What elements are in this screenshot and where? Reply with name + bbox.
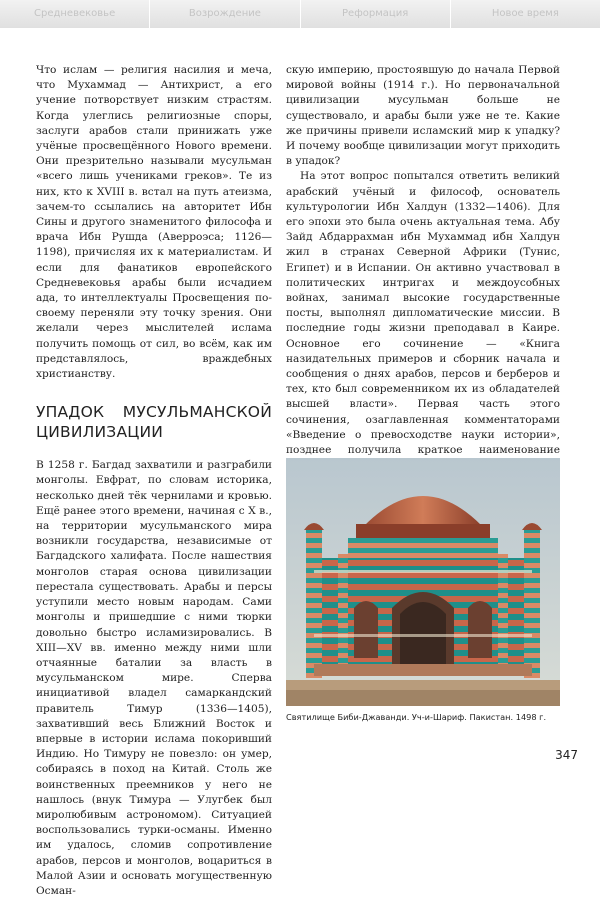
shrine-photo: [286, 458, 560, 706]
photo-caption: Святилище Биби-Джаванди. Уч-и-Шариф. Пакистан. 1498 г.: [286, 712, 547, 722]
tab-modern-era[interactable]: Новое время: [451, 0, 600, 28]
right-paragraph-continued: скую империю, простоявшую до начала Первой мировой войны (1914 г.). Но первоначальной цивилизации мусульман больше не существовало, и арабы были уже не те. Какие же причины привели исламский мир к упадку? И почему вообще цивилизации могут приходить в упадок?: [286, 64, 560, 168]
right-column: [286, 63, 560, 489]
page-number: 347: [555, 748, 578, 762]
section-paragraph: В 1258 г. Багдад захватили и разграбили монголы. Евфрат, по словам историка, несколько дней тёк чернилами и кровью. Ещё ранее этого времени, начиная с X в., на территории мусульманского мира возникли государства, независимые от Багдадского халифата. После нашествия монголов старая основа цивилизации перестала существовать. Арабы и персы уступили место новым народам. Сами монголы и пришедшие с ними тюрки довольно быстро исламизировались. В XIII—XV вв. именно между ними шли отчаянные баталии за власть в мусульманском мире. Сперва инициативой владел самаркандский правитель Тимур (1336—1405), захвативший весь Ближний Восток и впервые в истории ислама покоривший Индию. Но Тимуру не повезло: он умер, собираясь в поход на Китай. Столь же воинственных преемников у него не нашлось (внук Тимура — Улугбек был миролюбивым астрономом). Ситуацией воспользовались турки-османы. Именно им удалось, сломив сопротивление арабов, персов и монголов, воцариться в Малой Азии и основать могущественную Осман-: [36, 459, 272, 897]
tab-reformation[interactable]: Реформация: [301, 0, 451, 28]
section-tabs: [0, 0, 600, 28]
right-paragraph-ibn-khaldun: На этот вопрос попытался ответить великий арабский учёный и философ, основатель культурологии Ибн Халдун (1332—1406). Для его эпохи это была очень актуальная тема. Абу Зайд Абдаррахман ибн Мухаммад ибн Халдун жил в странах Северной Африки (Тунис, Египет) и в Испании. Он активно участвовал в политических интригах и междоусобных войнах, занимал высокие государственные посты, выполнял дипломатические миссии. В последние годы жизни преподавал в Каире. Основное его сочинение — «Книга назидательных примеров и сборник начала и сообщения о днях арабов, персов и берберов и тех, кто был современником их из обладателей высшей власти». Первая часть этого сочинения, озаглавленная комментаторами «Введение о превосходстве науки истории», позднее получила краткое наименование: [286, 170, 560, 457]
tab-renaissance[interactable]: Возрождение: [150, 0, 300, 28]
intro-paragraph: Что ислам — религия насилия и меча, что Мухаммад — Антихрист, а его учение потворствует низким страстям. Когда улеглись религиозные споры, заслуги арабов стали принижать уже учёные просвещённого Нового времени. Они презрительно называли мусульман «всего лишь учениками греков». Те из них, кто к XVIII в. встал на путь атеизма, зачем-то ссылались на авторитет Ибн Сины и другого знаменитого философа и врача Ибн Рушда (Аверроэса; 1126—1198), причисляя их к материалистам. И если для фанатиков европейского Средневековья арабы были исчадием ада, то интеллектуалы Просвещения по-своему переняли эту точку зрения. Они желали через мыслителей ислама получить помощь от сил, во всём, как им представлялось, враждебных христианству.: [36, 64, 272, 381]
left-column: [36, 63, 272, 899]
tab-middle-ages[interactable]: Средневековье: [0, 0, 150, 28]
section-heading: УПАДОК МУСУЛЬМАНСКОЙ ЦИВИЛИЗАЦИИ: [36, 403, 272, 442]
